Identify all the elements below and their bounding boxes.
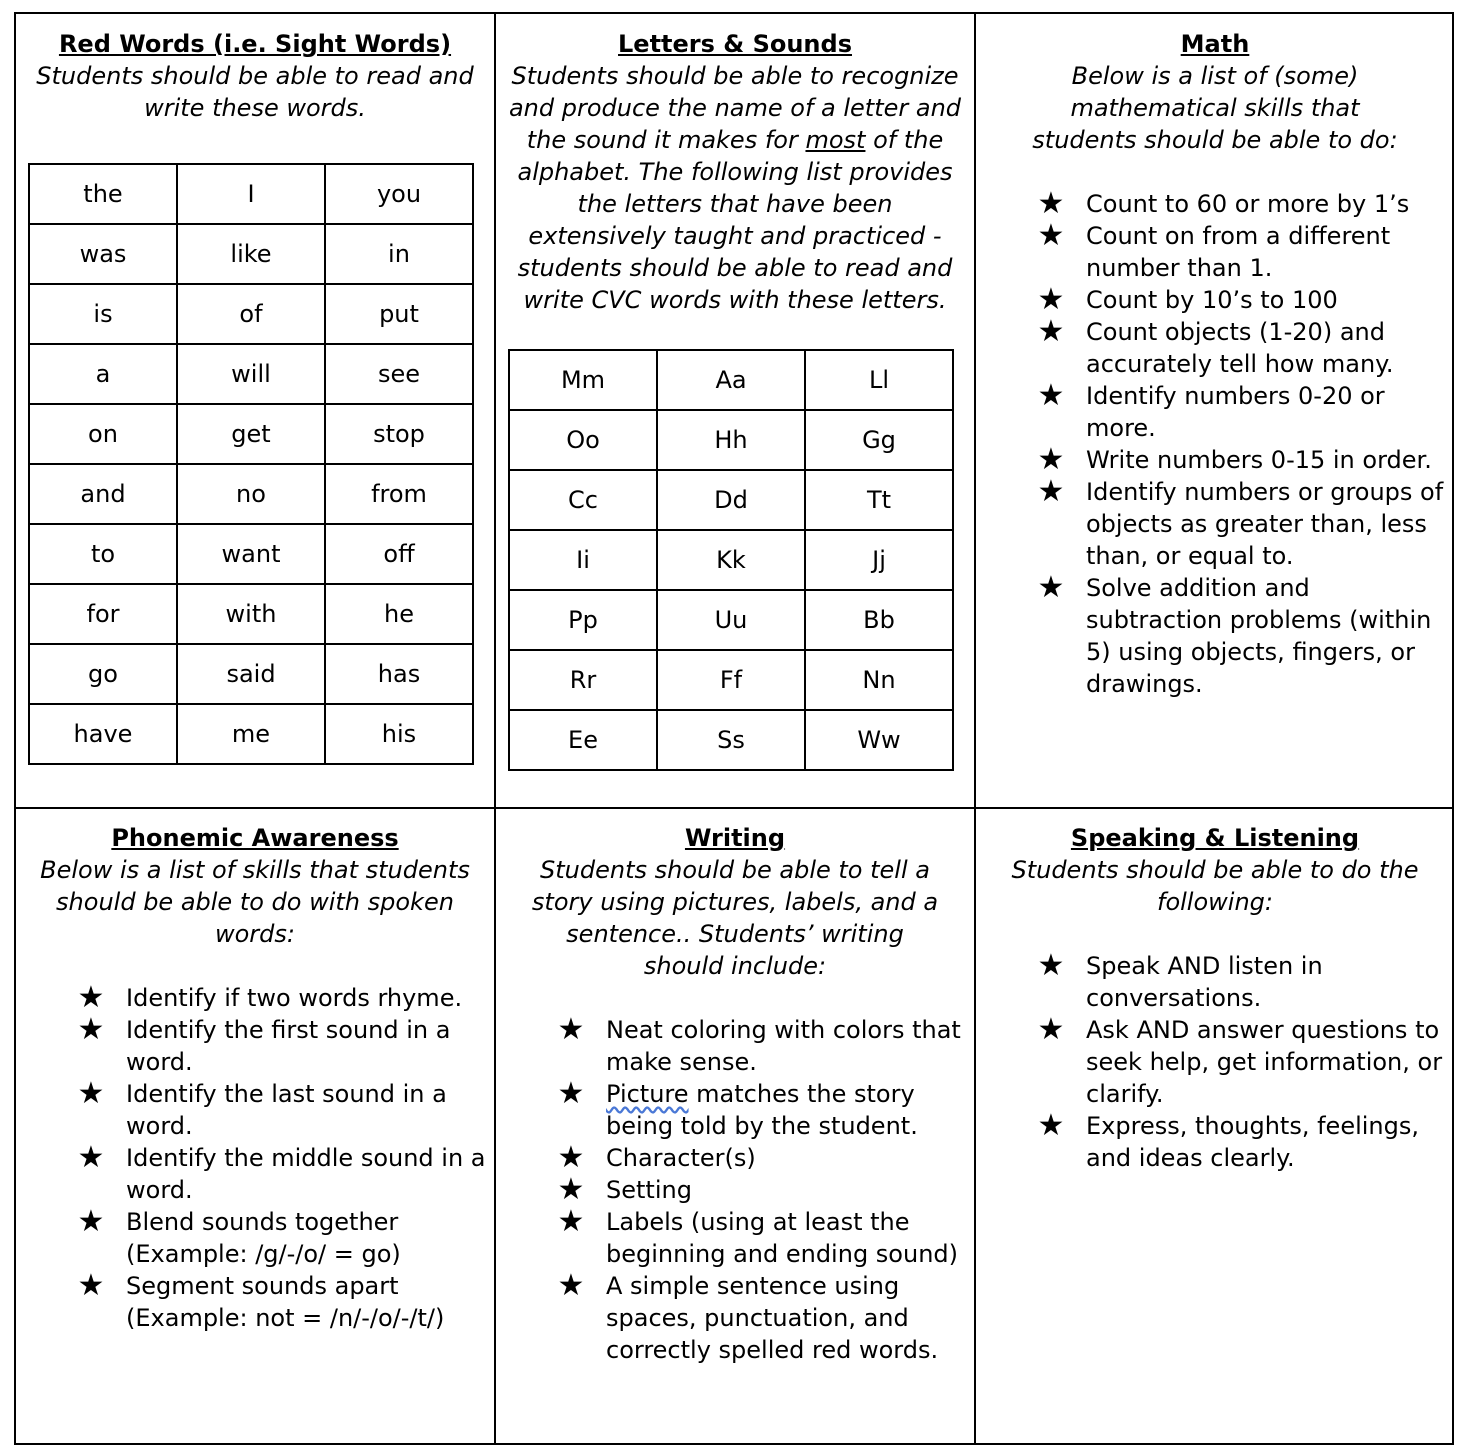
red-words-title: Red Words (i.e. Sight Words)	[58, 30, 452, 58]
red-words-section	[16, 14, 494, 807]
star-bullet-icon: ★	[557, 1012, 585, 1047]
table-cell: his	[325, 704, 473, 764]
table-cell: of	[177, 284, 325, 344]
list-item: ★ Count objects (1-20) and accurately tell how many.	[1037, 314, 1394, 378]
math-title: Math	[1180, 30, 1250, 58]
table-cell: Uu	[657, 590, 805, 650]
table-cell: Gg	[805, 410, 953, 470]
table-cell: Ff	[657, 650, 805, 710]
star-bullet-icon: ★	[1037, 1108, 1065, 1143]
table-cell: has	[325, 644, 473, 704]
star-bullet-icon: ★	[77, 1204, 105, 1239]
table-row	[509, 470, 953, 530]
list-item: ★ Count by 10’s to 100	[1037, 282, 1338, 317]
speaking-title: Speaking & Listening	[1070, 824, 1360, 852]
star-bullet-icon: ★	[557, 1076, 585, 1111]
list-item: ★ Identify if two words rhyme.	[77, 980, 463, 1015]
writing-intro: Students should be able to tell a story using pictures, labels, and a sentence.. Students’ writing should include:	[531, 856, 939, 980]
table-cell: Ii	[509, 530, 657, 590]
table-row	[29, 284, 473, 344]
writing-criteria-list	[556, 1014, 974, 1366]
table-row	[509, 650, 953, 710]
list-item: ★ Express, thoughts, feelings, and ideas clearly.	[1037, 1108, 1419, 1172]
letters-sounds-title: Letters & Sounds	[618, 30, 852, 58]
table-row	[29, 644, 473, 704]
table-cell: Mm	[509, 350, 657, 410]
table-cell: was	[29, 224, 177, 284]
table-cell: to	[29, 524, 177, 584]
list-item: ★ Write numbers 0-15 in order.	[1037, 442, 1432, 477]
list-item: ★ Blend sounds together (Example: /g/-/o/ = go)	[77, 1204, 401, 1268]
list-item: ★ Count to 60 or more by 1’s	[1037, 186, 1410, 221]
letters-sounds-section	[496, 14, 974, 807]
table-row	[29, 164, 473, 224]
spellcheck-word: Picture	[606, 1080, 689, 1108]
star-bullet-icon: ★	[1037, 378, 1065, 413]
table-cell: Pp	[509, 590, 657, 650]
writing-section	[496, 809, 974, 1445]
table-cell: have	[29, 704, 177, 764]
list-item: ★ Count on from a different number than 1.	[1037, 218, 1391, 282]
speaking-skill-list	[1036, 950, 1450, 1174]
list-item: ★ Identify the middle sound in a word.	[77, 1140, 486, 1204]
star-bullet-icon: ★	[1037, 442, 1065, 477]
list-item: ★ Character(s)	[557, 1140, 756, 1175]
list-item: ★ Solve addition and subtraction problems (within 5) using objects, fingers, or drawings.	[1037, 570, 1432, 698]
table-cell: like	[177, 224, 325, 284]
list-item: ★ Identify numbers 0-20 or more.	[1037, 378, 1385, 442]
table-row	[29, 224, 473, 284]
list-item: ★ Identify numbers or groups of objects as greater than, less than, or equal to.	[1037, 474, 1444, 570]
table-cell: on	[29, 404, 177, 464]
table-row	[29, 464, 473, 524]
list-item: ★ A simple sentence using spaces, punctuation, and correctly spelled red words.	[557, 1268, 939, 1364]
math-intro: Below is a list of (some) mathematical skills that students should be able to do:	[1032, 62, 1398, 154]
table-cell: see	[325, 344, 473, 404]
table-cell: will	[177, 344, 325, 404]
table-cell: is	[29, 284, 177, 344]
star-bullet-icon: ★	[557, 1204, 585, 1239]
star-bullet-icon: ★	[77, 1268, 105, 1303]
table-cell: Ee	[509, 710, 657, 770]
phonemic-skill-list	[76, 982, 494, 1334]
table-row	[509, 410, 953, 470]
table-cell: get	[177, 404, 325, 464]
skills-sheet	[14, 12, 1454, 1445]
table-cell: no	[177, 464, 325, 524]
star-bullet-icon: ★	[1037, 1012, 1065, 1047]
table-cell: Aa	[657, 350, 805, 410]
table-row	[509, 530, 953, 590]
phonemic-awareness-section	[16, 809, 494, 1445]
letters-table	[508, 349, 954, 771]
table-cell: from	[325, 464, 473, 524]
red-words-table	[28, 163, 474, 765]
red-words-intro: Students should be able to read and write these words.	[36, 62, 474, 122]
phonemic-title: Phonemic Awareness	[111, 824, 399, 852]
table-cell: a	[29, 344, 177, 404]
list-item: ★ Labels (using at least the beginning and ending sound)	[557, 1204, 959, 1268]
list-item: ★ Identify the last sound in a word.	[77, 1076, 447, 1140]
table-cell: Ww	[805, 710, 953, 770]
writing-title: Writing	[684, 824, 786, 852]
math-section	[976, 14, 1454, 807]
table-cell: go	[29, 644, 177, 704]
list-item: ★ Segment sounds apart (Example: not = /n/-/o/-/t/)	[77, 1268, 445, 1332]
table-cell: Nn	[805, 650, 953, 710]
table-cell: me	[177, 704, 325, 764]
table-row	[509, 710, 953, 770]
math-skill-list	[1036, 188, 1448, 700]
table-cell: I	[177, 164, 325, 224]
table-cell: Oo	[509, 410, 657, 470]
table-row	[29, 344, 473, 404]
list-item: ★ Identify the first sound in a word.	[77, 1012, 451, 1076]
table-cell: stop	[325, 404, 473, 464]
star-bullet-icon: ★	[1037, 186, 1065, 221]
star-bullet-icon: ★	[1037, 282, 1065, 317]
table-cell: Ll	[805, 350, 953, 410]
speaking-intro: Students should be able to do the following:	[1011, 856, 1419, 916]
table-cell: with	[177, 584, 325, 644]
table-cell: and	[29, 464, 177, 524]
table-cell: off	[325, 524, 473, 584]
emphasis-most: most	[805, 126, 866, 154]
table-cell: he	[325, 584, 473, 644]
star-bullet-icon: ★	[77, 1012, 105, 1047]
table-row	[29, 704, 473, 764]
letters-sounds-intro: Students should be able to recognize and produce the name of a letter and the sound it makes for most of the alphabet. The following list provides the letters that have been extensively taught and practiced - students should be able to read and write CVC words with these letters.	[508, 62, 962, 314]
table-cell: you	[325, 164, 473, 224]
table-cell: Cc	[509, 470, 657, 530]
table-cell: Ss	[657, 710, 805, 770]
table-row	[29, 584, 473, 644]
table-row	[29, 524, 473, 584]
table-cell: Rr	[509, 650, 657, 710]
table-cell: Bb	[805, 590, 953, 650]
speaking-listening-section	[976, 809, 1454, 1445]
star-bullet-icon: ★	[557, 1140, 585, 1175]
star-bullet-icon: ★	[1037, 474, 1065, 509]
table-cell: Jj	[805, 530, 953, 590]
star-bullet-icon: ★	[77, 1140, 105, 1175]
star-bullet-icon: ★	[77, 980, 105, 1015]
star-bullet-icon: ★	[1037, 570, 1065, 605]
list-item: ★ Picture matches the story being told by the student.	[557, 1076, 918, 1140]
table-cell: Tt	[805, 470, 953, 530]
table-cell: the	[29, 164, 177, 224]
table-cell: want	[177, 524, 325, 584]
list-item: ★ Speak AND listen in conversations.	[1037, 948, 1323, 1012]
table-row	[509, 350, 953, 410]
star-bullet-icon: ★	[1037, 948, 1065, 983]
table-cell: said	[177, 644, 325, 704]
table-cell: put	[325, 284, 473, 344]
star-bullet-icon: ★	[1037, 218, 1065, 253]
star-bullet-icon: ★	[557, 1172, 585, 1207]
star-bullet-icon: ★	[1037, 314, 1065, 349]
table-cell: for	[29, 584, 177, 644]
table-row	[509, 590, 953, 650]
table-cell: Kk	[657, 530, 805, 590]
star-bullet-icon: ★	[557, 1268, 585, 1303]
list-item: ★ Neat coloring with colors that make sense.	[557, 1012, 961, 1076]
table-cell: Dd	[657, 470, 805, 530]
table-row	[29, 404, 473, 464]
list-item: ★ Setting	[557, 1172, 692, 1207]
table-cell: Hh	[657, 410, 805, 470]
table-cell: in	[325, 224, 473, 284]
phonemic-intro: Below is a list of skills that students should be able to do with spoken words:	[40, 856, 470, 948]
list-item: ★ Ask AND answer questions to seek help, get information, or clarify.	[1037, 1012, 1443, 1108]
star-bullet-icon: ★	[77, 1076, 105, 1111]
